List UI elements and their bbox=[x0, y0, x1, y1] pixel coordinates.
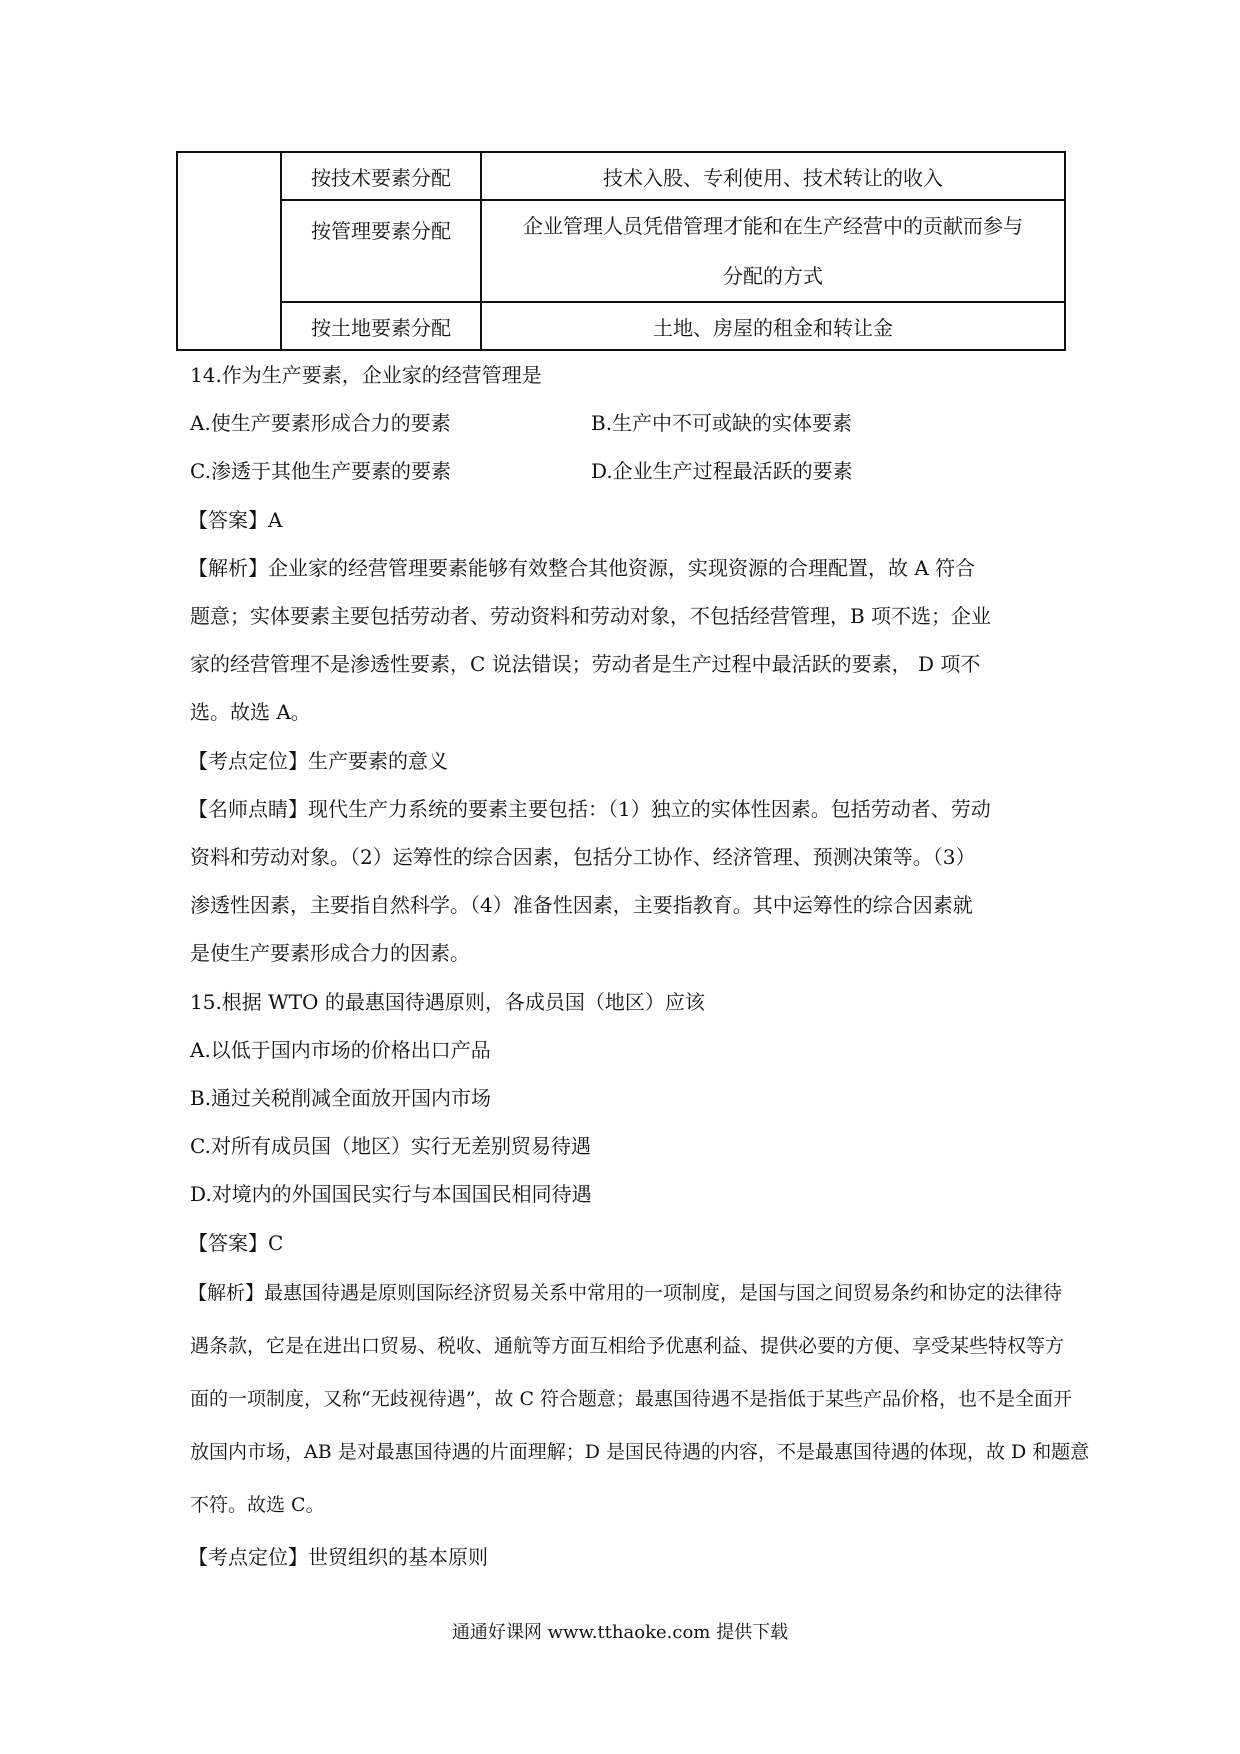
q15-option-c: C.对所有成员国（地区）实行无差别贸易待遇 bbox=[190, 1134, 591, 1158]
q15-analysis-line: 放国内市场，AB 是对最惠国待遇的片面理解；D 是国民待遇的内容，不是最惠国待遇的体现，故 D 和题意 bbox=[190, 1441, 1090, 1463]
table-category-cell bbox=[177, 152, 281, 350]
q14-option-b: B.生产中不可或缺的实体要素 bbox=[591, 411, 853, 435]
q14-answer: 【答案】A bbox=[188, 508, 283, 532]
table-desc-cell: 土地、房屋的租金和转让金 bbox=[481, 302, 1065, 350]
q14-analysis-line: 【解析】企业家的经营管理要素能够有效整合其他资源，实现资源的合理配置，故 A 符合 bbox=[188, 556, 976, 580]
q15-topic: 【考点定位】世贸组织的基本原则 bbox=[188, 1545, 488, 1569]
table-desc-line: 分配的方式 bbox=[723, 264, 823, 288]
q14-topic: 【考点定位】生产要素的意义 bbox=[188, 749, 448, 773]
q14-stem: 14.作为生产要素，企业家的经营管理是 bbox=[190, 363, 542, 387]
q15-analysis-line: 【解析】最惠国待遇是原则国际经济贸易关系中常用的一项制度，是国与国之间贸易条约和协定的法律待 bbox=[188, 1282, 1063, 1304]
q14-analysis-line: 选。故选 A。 bbox=[190, 700, 311, 724]
q15-stem: 15.根据 WTO 的最惠国待遇原则，各成员国（地区）应该 bbox=[190, 990, 705, 1014]
q14-tips-line: 资料和劳动对象。（2）运筹性的综合因素，包括分工协作、经济管理、预测决策等。（3） bbox=[190, 845, 976, 869]
q14-option-c: C.渗透于其他生产要素的要素 bbox=[190, 459, 451, 483]
table-row bbox=[177, 302, 1065, 350]
table-row bbox=[177, 152, 1065, 200]
q14-analysis-line: 家的经营管理不是渗透性要素，C 说法错误；劳动者是生产过程中最活跃的要素， D 项不 bbox=[190, 652, 981, 676]
q14-analysis-line: 题意；实体要素主要包括劳动者、劳动资料和劳动对象，不包括经营管理，B 项不选；企业 bbox=[190, 604, 992, 628]
q15-option-a: A.以低于国内市场的价格出口产品 bbox=[190, 1038, 491, 1062]
table-desc-cell: 技术入股、专利使用、技术转让的收入 bbox=[481, 152, 1065, 200]
page-footer: 通通好课网 www.tthaoke.com 提供下载 bbox=[451, 1622, 789, 1643]
q15-analysis-line: 不符。故选 C。 bbox=[190, 1494, 325, 1516]
table-type-cell: 按技术要素分配 bbox=[281, 152, 481, 200]
q14-option-a: A.使生产要素形成合力的要素 bbox=[190, 411, 451, 435]
distribution-table bbox=[176, 151, 1066, 351]
table-row bbox=[177, 200, 1065, 302]
q15-option-b: B.通过关税削减全面放开国内市场 bbox=[190, 1086, 492, 1110]
q14-tips-line: 渗透性因素，主要指自然科学。（4）准备性因素，主要指教育。其中运筹性的综合因素就 bbox=[190, 893, 973, 917]
q15-option-d: D.对境内的外国国民实行与本国国民相同待遇 bbox=[190, 1182, 592, 1206]
table-desc-cell bbox=[481, 200, 1065, 302]
q14-option-d: D.企业生产过程最活跃的要素 bbox=[591, 459, 853, 483]
table-desc-line: 企业管理人员凭借管理才能和在生产经营中的贡献而参与 bbox=[523, 214, 1023, 238]
q15-answer: 【答案】C bbox=[188, 1231, 284, 1255]
table-type-cell: 按土地要素分配 bbox=[281, 302, 481, 350]
q14-tips-line: 【名师点睛】现代生产力系统的要素主要包括：（1）独立的实体性因素。包括劳动者、劳动 bbox=[188, 797, 991, 821]
q15-analysis-line: 面的一项制度，又称“无歧视待遇”，故 C 符合题意；最惠国待遇不是指低于某些产品价格，也不是全面开 bbox=[190, 1388, 1073, 1410]
q14-tips-line: 是使生产要素形成合力的因素。 bbox=[190, 941, 470, 965]
table-type-cell: 按管理要素分配 bbox=[281, 200, 481, 302]
q15-analysis-line: 遇条款，它是在进出口贸易、税收、通航等方面互相给予优惠利益、提供必要的方便、享受某些特权等方 bbox=[190, 1335, 1065, 1357]
